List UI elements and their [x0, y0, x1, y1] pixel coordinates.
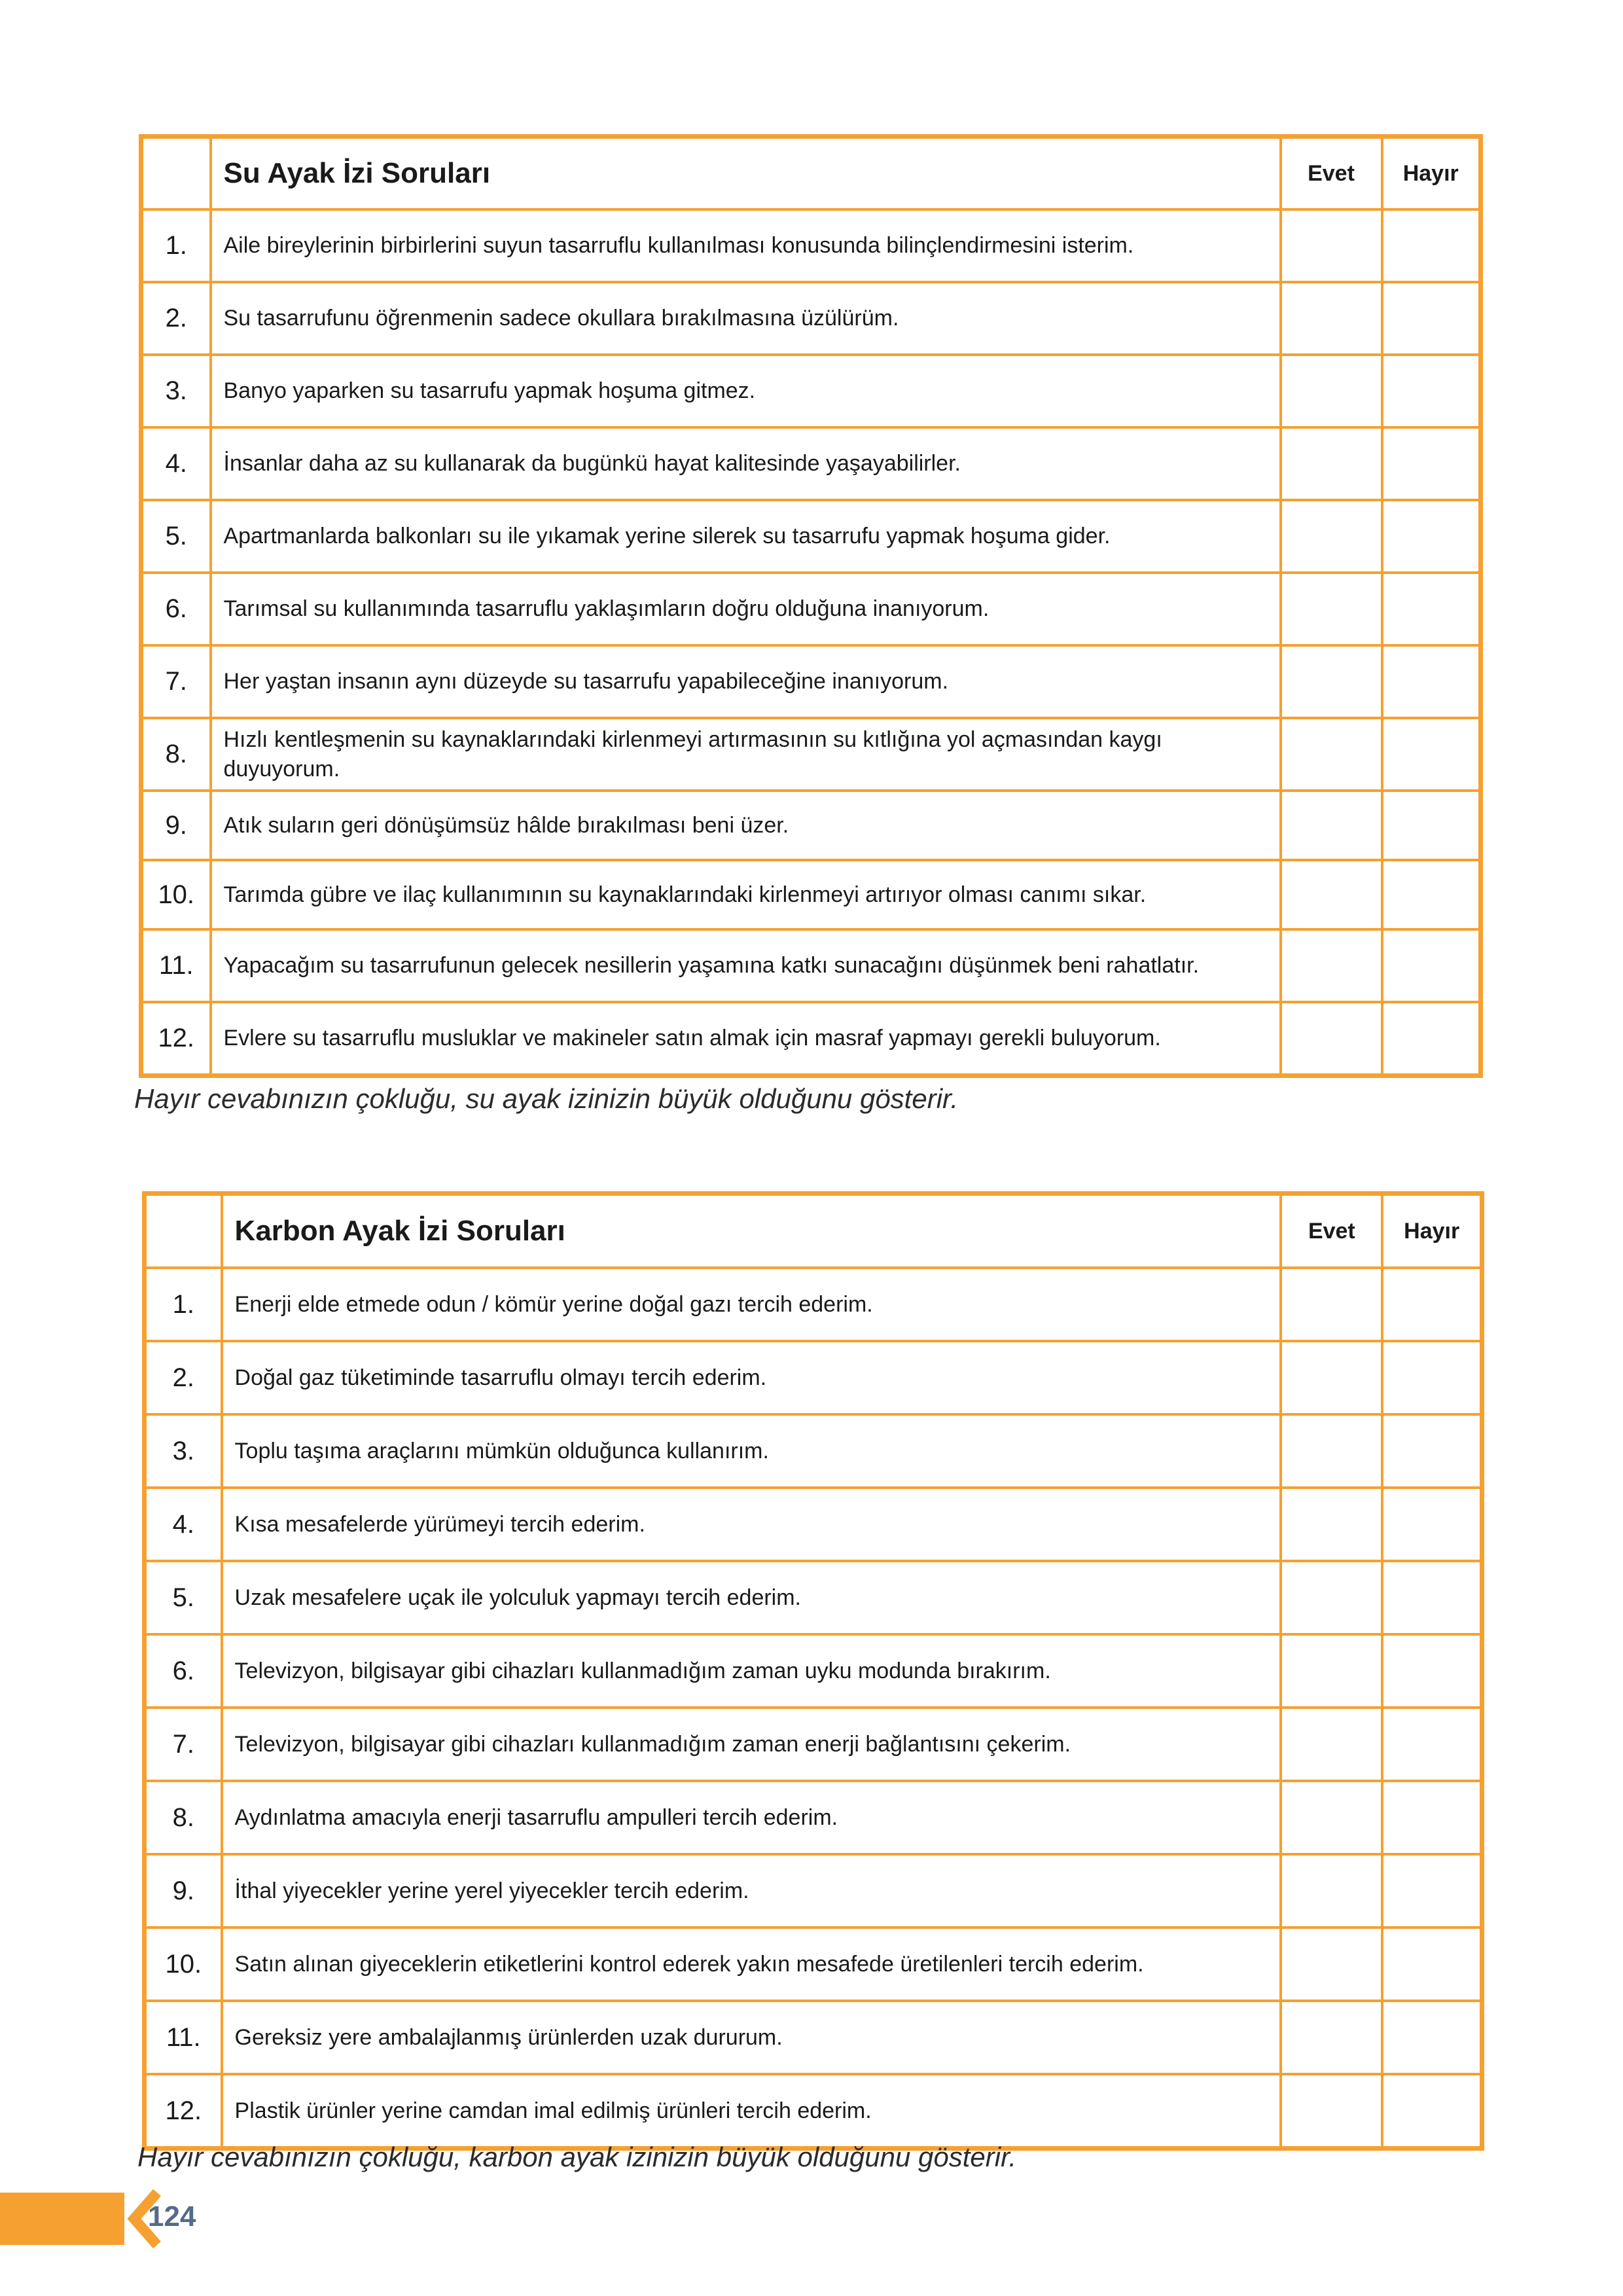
question-number: 5. — [145, 1561, 222, 1634]
question-number: 2. — [141, 282, 211, 355]
yes-answer-cell[interactable] — [1281, 282, 1382, 355]
no-answer-cell[interactable] — [1382, 718, 1481, 791]
question-text: Her yaştan insanın aynı düzeyde su tasarrufu yapabileceğine inanıyorum. — [211, 645, 1281, 718]
yes-answer-cell[interactable] — [1281, 860, 1382, 929]
question-number: 10. — [141, 860, 211, 929]
yes-answer-cell[interactable] — [1281, 427, 1382, 500]
no-answer-cell[interactable] — [1382, 282, 1481, 355]
yes-answer-cell[interactable] — [1281, 645, 1382, 718]
no-answer-cell[interactable] — [1382, 1488, 1482, 1561]
yes-answer-cell[interactable] — [1281, 1928, 1382, 2001]
question-text: Kısa mesafelerde yürümeyi tercih ederim. — [222, 1488, 1281, 1561]
table-row — [141, 929, 1481, 1002]
question-text: Doğal gaz tüketiminde tasarruflu olmayı tercih ederim. — [222, 1341, 1281, 1414]
table-row — [145, 1854, 1482, 1928]
table-row — [145, 2001, 1482, 2074]
table-row — [141, 718, 1481, 791]
no-answer-cell[interactable] — [1382, 1414, 1482, 1488]
yes-answer-cell[interactable] — [1281, 791, 1382, 860]
no-answer-cell[interactable] — [1382, 500, 1481, 573]
table-row — [141, 282, 1481, 355]
page-accent-bar — [0, 2193, 124, 2245]
table-row — [141, 1002, 1481, 1076]
question-number: 3. — [145, 1414, 222, 1488]
question-text: Su tasarrufunu öğrenmenin sadece okullara bırakılmasına üzülürüm. — [211, 282, 1281, 355]
yes-answer-cell[interactable] — [1281, 1781, 1382, 1854]
no-answer-cell[interactable] — [1382, 1708, 1482, 1781]
question-number: 7. — [141, 645, 211, 718]
yes-answer-cell[interactable] — [1281, 2001, 1382, 2074]
question-number: 1. — [141, 209, 211, 282]
question-number: 7. — [145, 1708, 222, 1781]
no-answer-cell[interactable] — [1382, 1561, 1482, 1634]
table-row — [145, 1708, 1482, 1781]
question-text: Apartmanlarda balkonları su ile yıkamak yerine silerek su tasarrufu yapmak hoşuma gider. — [211, 500, 1281, 573]
table-row — [145, 1561, 1482, 1634]
table-header — [141, 137, 1481, 210]
table-row — [141, 791, 1481, 860]
question-number: 4. — [141, 427, 211, 500]
yes-answer-cell[interactable] — [1281, 573, 1382, 645]
question-text: Toplu taşıma araçlarını mümkün olduğunca kullanırım. — [222, 1414, 1281, 1488]
question-text: Satın alınan giyeceklerin etiketlerini kontrol ederek yakın mesafede üretilenleri tercih ederim. — [222, 1928, 1281, 2001]
question-number: 3. — [141, 355, 211, 427]
question-text: Aile bireylerinin birbirlerini suyun tasarruflu kullanılması konusunda bilinçlendirmesini isterim. — [211, 209, 1281, 282]
question-text: Gereksiz yere ambalajlanmış ürünlerden uzak dururum. — [222, 2001, 1281, 2074]
question-text: İnsanlar daha az su kullanarak da bugünkü hayat kalitesinde yaşayabilirler. — [211, 427, 1281, 500]
table-row — [145, 1781, 1482, 1854]
yes-answer-cell[interactable] — [1281, 1708, 1382, 1781]
no-answer-cell[interactable] — [1382, 1854, 1482, 1928]
no-answer-cell[interactable] — [1382, 1002, 1481, 1076]
no-answer-cell[interactable] — [1382, 427, 1481, 500]
carbon-note: Hayır cevabınızın çokluğu, karbon ayak izinizin büyük olduğunu gösterir. — [137, 2142, 1017, 2172]
question-number: 11. — [145, 2001, 222, 2074]
table-row — [141, 860, 1481, 929]
no-answer-cell[interactable] — [1382, 1634, 1482, 1708]
no-answer-cell[interactable] — [1382, 791, 1481, 860]
water-table-title: Su Ayak İzi Soruları — [211, 137, 1281, 210]
yes-answer-cell[interactable] — [1281, 1341, 1382, 1414]
no-answer-cell[interactable] — [1382, 209, 1481, 282]
table-row — [145, 1634, 1482, 1708]
question-number: 9. — [145, 1854, 222, 1928]
question-text: Uzak mesafelere uçak ile yolculuk yapmayı tercih ederim. — [222, 1561, 1281, 1634]
question-number: 12. — [145, 2074, 222, 2149]
carbon-table-title: Karbon Ayak İzi Soruları — [222, 1194, 1281, 1268]
no-answer-cell[interactable] — [1382, 573, 1481, 645]
table-row — [145, 1488, 1482, 1561]
water-footprint-table — [139, 134, 1483, 1078]
yes-answer-cell[interactable] — [1281, 355, 1382, 427]
question-text: Tarımsal su kullanımında tasarruflu yaklaşımların doğru olduğuna inanıyorum. — [211, 573, 1281, 645]
question-text: Televizyon, bilgisayar gibi cihazları kullanmadığım zaman uyku modunda bırakırım. — [222, 1634, 1281, 1708]
table-row — [145, 2074, 1482, 2149]
question-text: Atık suların geri dönüşümsüz hâlde bırakılması beni üzer. — [211, 791, 1281, 860]
question-number: 5. — [141, 500, 211, 573]
question-text: Tarımda gübre ve ilaç kullanımının su kaynaklarındaki kirlenmeyi artırıyor olması canımı sıkar. — [211, 860, 1281, 929]
table-row — [145, 1928, 1482, 2001]
no-answer-cell[interactable] — [1382, 645, 1481, 718]
question-number: 6. — [145, 1634, 222, 1708]
question-text: Plastik ürünler yerine camdan imal edilmiş ürünleri tercih ederim. — [222, 2074, 1281, 2149]
table-row — [141, 645, 1481, 718]
no-answer-cell[interactable] — [1382, 860, 1481, 929]
no-column-header: Hayır — [1382, 137, 1481, 210]
yes-answer-cell[interactable] — [1281, 1634, 1382, 1708]
question-text: Banyo yaparken su tasarrufu yapmak hoşuma gitmez. — [211, 355, 1281, 427]
question-number: 9. — [141, 791, 211, 860]
table-row — [141, 209, 1481, 282]
header-number-cell — [145, 1194, 222, 1268]
yes-answer-cell[interactable] — [1281, 1268, 1382, 1341]
yes-answer-cell[interactable] — [1281, 2074, 1382, 2149]
table-header — [145, 1194, 1482, 1268]
yes-answer-cell[interactable] — [1281, 1488, 1382, 1561]
question-text: Aydınlatma amacıyla enerji tasarruflu ampulleri tercih ederim. — [222, 1781, 1281, 1854]
no-answer-cell[interactable] — [1382, 929, 1481, 1002]
table-row — [145, 1341, 1482, 1414]
table-row — [145, 1414, 1482, 1488]
table-row — [141, 573, 1481, 645]
no-answer-cell[interactable] — [1382, 2074, 1482, 2149]
question-number: 4. — [145, 1488, 222, 1561]
question-text: Hızlı kentleşmenin su kaynaklarındaki kirlenmeyi artırmasının su kıtlığına yol açmasından kaygı duyuyorum. — [211, 718, 1281, 791]
carbon-footprint-table — [142, 1191, 1484, 2151]
no-answer-cell[interactable] — [1382, 1928, 1482, 2001]
no-column-header: Hayır — [1382, 1194, 1482, 1268]
page-number: 124 — [148, 2200, 196, 2233]
question-text: Televizyon, bilgisayar gibi cihazları kullanmadığım zaman enerji bağlantısını çekerim. — [222, 1708, 1281, 1781]
no-answer-cell[interactable] — [1382, 2001, 1482, 2074]
yes-answer-cell[interactable] — [1281, 1561, 1382, 1634]
table-row — [141, 355, 1481, 427]
table-row — [141, 427, 1481, 500]
yes-answer-cell[interactable] — [1281, 1854, 1382, 1928]
yes-answer-cell[interactable] — [1281, 718, 1382, 791]
table-row — [141, 500, 1481, 573]
question-number: 1. — [145, 1268, 222, 1341]
no-answer-cell[interactable] — [1382, 1341, 1482, 1414]
yes-column-header: Evet — [1281, 137, 1382, 210]
table-row — [145, 1268, 1482, 1341]
question-number: 8. — [141, 718, 211, 791]
question-number: 6. — [141, 573, 211, 645]
question-text: İthal yiyecekler yerine yerel yiyecekler tercih ederim. — [222, 1854, 1281, 1928]
no-answer-cell[interactable] — [1382, 1781, 1482, 1854]
question-number: 8. — [145, 1781, 222, 1854]
yes-column-header: Evet — [1281, 1194, 1382, 1268]
question-text: Yapacağım su tasarrufunun gelecek nesillerin yaşamına katkı sunacağını düşünmek beni rahatlatır. — [211, 929, 1281, 1002]
yes-answer-cell[interactable] — [1281, 1414, 1382, 1488]
yes-answer-cell[interactable] — [1281, 1002, 1382, 1076]
no-answer-cell[interactable] — [1382, 1268, 1482, 1341]
yes-answer-cell[interactable] — [1281, 929, 1382, 1002]
header-number-cell — [141, 137, 211, 210]
question-number: 2. — [145, 1341, 222, 1414]
yes-answer-cell[interactable] — [1281, 209, 1382, 282]
question-number: 10. — [145, 1928, 222, 2001]
question-text: Enerji elde etmede odun / kömür yerine doğal gazı tercih ederim. — [222, 1268, 1281, 1341]
water-note: Hayır cevabınızın çokluğu, su ayak izinizin büyük olduğunu gösterir. — [134, 1083, 959, 1114]
question-number: 12. — [141, 1002, 211, 1076]
yes-answer-cell[interactable] — [1281, 500, 1382, 573]
no-answer-cell[interactable] — [1382, 355, 1481, 427]
question-number: 11. — [141, 929, 211, 1002]
question-text: Evlere su tasarruflu musluklar ve makineler satın almak için masraf yapmayı gerekli buluyorum. — [211, 1002, 1281, 1076]
